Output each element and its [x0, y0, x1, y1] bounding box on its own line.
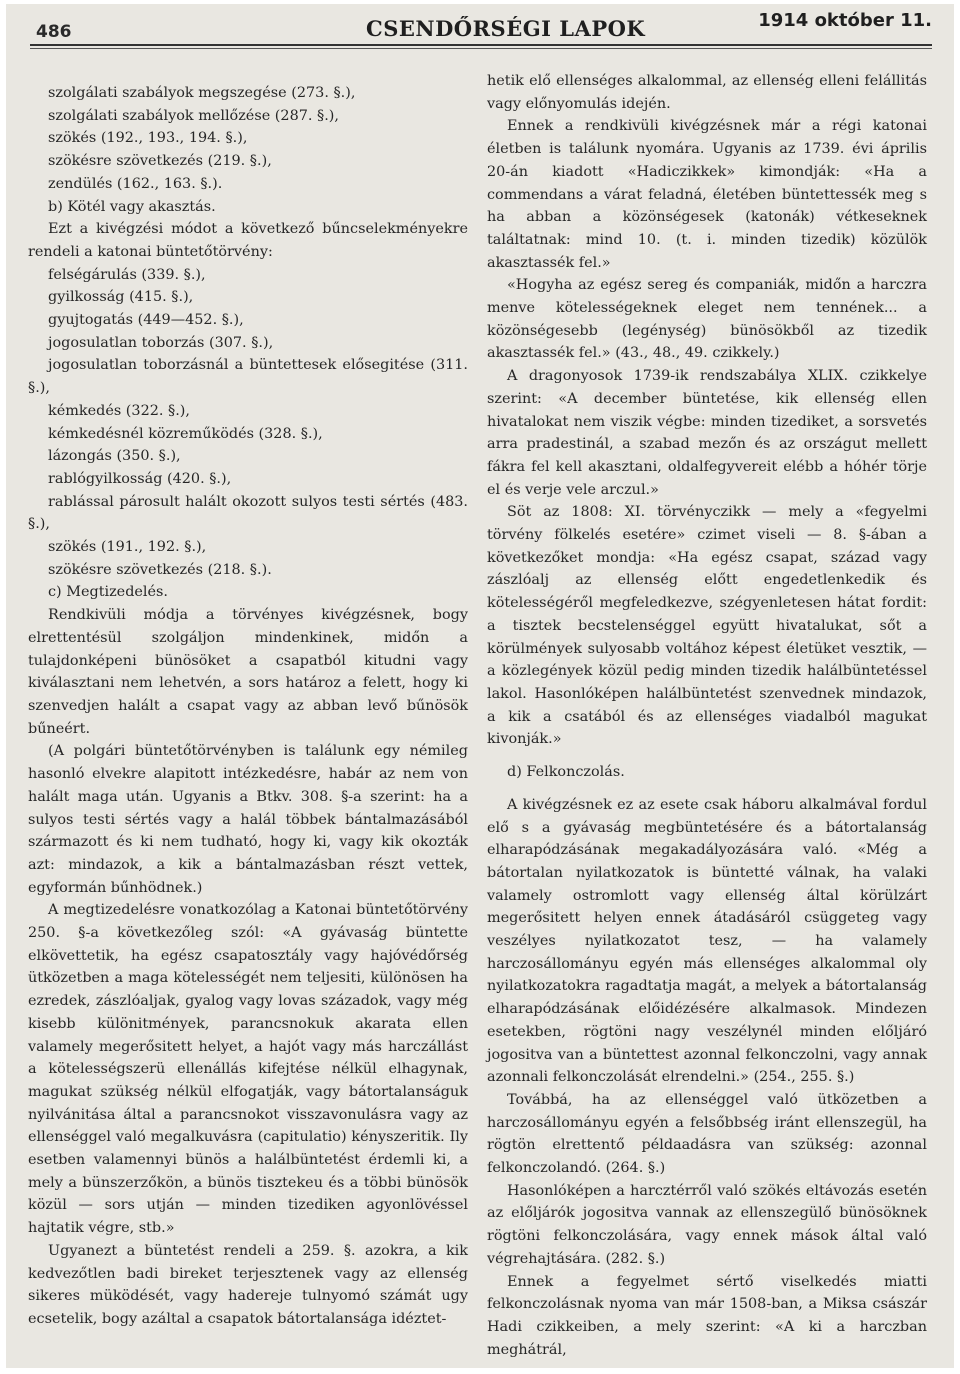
header-rule-thin: [30, 48, 932, 49]
paragraph: Rendkivüli módja a törvényes kivégzésnek, bogy elrettentésül szolgáljon mindenkinek, midőn a tulajdonképeni bünösöket a csapatból kitudni vagy kiválasztani nem lehetvén, a sors határoz a felett, hogy ki szenvedjen halált a csapat vagy az abban levő bűnösök bűneért.: [28, 607, 468, 737]
journal-title: CSENDŐRSÉGI LAPOK: [366, 16, 646, 41]
paragraph: gyujtogatás (449—452. §.),: [48, 312, 244, 329]
paragraph: szökésre szövetkezés (218. §.).: [48, 561, 272, 578]
paragraph: szökés (191., 192. §.),: [48, 539, 207, 556]
paragraph: felségárulás (339. §.),: [48, 266, 206, 283]
left-column: [28, 82, 468, 1331]
paragraph: Ezt a kivégzési módot a következő bűncselekményekre rendeli a katonai büntetőtörvény:: [28, 221, 468, 260]
newspaper-page: [6, 4, 954, 1368]
paragraph: szökésre szövetkezés (219. §.),: [48, 153, 272, 170]
paragraph: hetik elő ellenséges alkalommal, az ellenség elleni felállitás vagy előnyomulás idején.: [487, 73, 927, 112]
paragraph: d) Felkonczolás.: [507, 764, 625, 781]
paragraph: kémkedésnél közreműködés (328. §.),: [48, 425, 323, 442]
paragraph: A megtizedelésre vonatkozólag a Katonai büntetőtörvény 250. §-a következőleg szól: «A gyávaság büntette elkövettetik, ha egész csapatosztály vagy hajóvédőrség ütközetben a maga kötelességét nem teljesiti, különösen ha ezredek, zászlóaljak, gyalog vagy lovas századok, vagy még kisebb különitmények, parancsnokuk akarata ellen valamely megerősitett helyet, a hajót vagy más harczállást a kötelességszerü ellenállás kifejtése nélkül elhagynak, magukat szükség nélkül elfogatják, vagy bátortalanságuk nyilvánitása által a parancsnokot visszavonulásra vagy az ellenséggel való megalkuvásra (capitulatio) kényszeritik. Ily esetben valamennyi bünös a halálbüntetést érdemli ki, a mely a bünszerzőkön, a bünös tisztekeu és a többi bünösök közül — sors utján — minden tizediken agyonlövéssel hajtatik végre, stb.»: [28, 902, 468, 1237]
paragraph: A kivégzésnek ez az esete csak háboru alkalmával fordul elő s a gyávaság megbüntetésére és a bátortalanság elharapódzásának megakadályozására való. «Még a bátortalan nyilatkozatok is büntetté válnak, ha valaki valamely ostromlott vagy ellenség által körülzárt megerősitett helyen ennek átadásáról csüggeteg vagy veszélyes nyilatkozatot tesz, — ha valamely harczosállományu egyén más ellenséges alkalommal oly nyilatkozatokra ragadtatja magát, a melyek a bátortalanság elharapódzásának előidézésére alkalmasok. Mindezen esetekben, rögtöni nagy veszélynél minden előljáró jogositva van a büntettest azonnal felkonczolni, vagy annak azonnali felkonczolását elrendelni.» (254., 255. §.): [487, 796, 927, 1086]
page-header: [6, 4, 954, 44]
paragraph: jogosulatlan toborzásnál a büntettesek elősegitése (311. §.),: [28, 357, 468, 397]
paragraph: rablással párosult halált okozott sulyos testi sértés (483. §.),: [28, 493, 468, 533]
paragraph: szökés (192., 193., 194. §.),: [48, 130, 248, 147]
paragraph: Söt az 1808: XI. törvényczikk — mely a «fegyelmi törvény fölkelés esetére» czimet viseli — 8. §-ában a következőket mondja: «Ha egész csapat, század vagy zászlóalj az ellenség előtt engedetlenkedik és kötelességéről megfeledkezve, szégyenletesen hátat fordit: a tisztek becstelenséggel együtt hivatalukat, sőt a körülmények sulyosabb voltához képest életüket vesztik, — a közlegények közül pedig minden tizedik halálbüntetéssel lakol. Hasonlóképen halálbüntetést szenvednek mindazok, a kik a csatából és az ellenséges viadalból magukat kivonják.»: [487, 504, 927, 748]
issue-date: 1914 október 11.: [758, 10, 932, 31]
paragraph: Ennek a rendkivüli kivégzésnek már a régi katonai életben is találunk nyomára. Ugyanis az 1739. évi április 20-án kiadott «Hadiczikkek» kimondják: «Ha a commendans a várat feladná, életében büntettessék meg s ha abban a közönségesek (katonák) vétkeseknek találtatnak: mind 10. (t. i. minden tizedik) közülök akasztassék fel.»: [487, 118, 927, 271]
paragraph: kémkedés (322. §.),: [48, 402, 190, 419]
paragraph: Ennek a fegyelmet sértő viselkedés miatti felkonczolásnak nyoma van már 1508-ban, a Miksa császár Hadi czikkeiben, a mely szerint: «A ki a harczban meghátrál,: [487, 1273, 927, 1358]
paragraph: (A polgári büntetőtörvényben is találunk egy némileg hasonló elvekre alapitott intézkedésre, habár az nem von halált maga után. Ugyanis a Btkv. 308. §-a szerint: ha a sulyos testi sértés vagy a halál többek bántalmazásából származott és ki nem tudható, hogy ki, vagy kik okozták azt: mindazok, a kik a bántalmazásban részt vettek, egyformán bűnhödnek.): [28, 743, 468, 896]
paragraph: lázongás (350. §.),: [48, 448, 181, 465]
header-rule: [30, 44, 932, 46]
paragraph: zendülés (162., 163. §.).: [48, 175, 223, 192]
paragraph: szolgálati szabályok megszegése (273. §.),: [48, 85, 356, 101]
paragraph: A dragonyosok 1739-ik rendszabálya XLIX. czikkelye szerint: «A december büntetése, kik ellenség ellen hivatalokat nem viszik végbe: minden tizediket, a sorsvetés arra pradestinál, a szabad mezőn és az országut mellett fákra fel kell akasztani, oldalfegyvereit elébb a hóhér törje el és verje vele arczul.»: [487, 368, 927, 498]
right-column: [487, 70, 927, 1361]
paragraph: b) Kötél vagy akasztás.: [48, 198, 216, 215]
paragraph: Ugyanezt a büntetést rendeli a 259. §. azokra, a kik kedvezőtlen badi bireket terjesztenek vagy az ellenség sikeres müködését, vagy hadereje tulnyomó számát ugy ecsetelik, bogy azáltal a csapatok bátortalansága idéztet-: [28, 1242, 468, 1327]
paragraph: jogosulatlan toborzás (307. §.),: [48, 334, 274, 351]
paragraph: «Hogyha az egész sereg és companiák, midőn a harczra menve kötelességeknek eleget nem tennének... a közönségesebb (legénység) bünösökből az tizedik akasztassék fel.» (43., 48., 49. czikkely.): [487, 277, 927, 362]
paragraph: szolgálati szabályok mellőzése (287. §.),: [48, 107, 339, 124]
page-number: 486: [36, 22, 72, 42]
paragraph: rablógyilkosság (420. §.),: [48, 470, 232, 487]
paragraph: gyilkosság (415. §.),: [48, 289, 194, 306]
paragraph: c) Megtizedelés.: [48, 584, 169, 601]
paragraph: Továbbá, ha az ellenséggel való ütközetben a harczosállományu egyén a felsőbbség iránt ellenszegül, ha rögtön elrettentő példaadásra van szükség: azonnal felkonczolandó. (264. §.): [487, 1091, 927, 1177]
paragraph: Hasonlóképen a harcztérről való szökés eltávozás esetén az előljárók jogositva vannak az ellenszegülő bünösöknek rögtöni felkonczolására, vagy ennek mások által való végrehajtására. (282. §.): [487, 1182, 927, 1267]
